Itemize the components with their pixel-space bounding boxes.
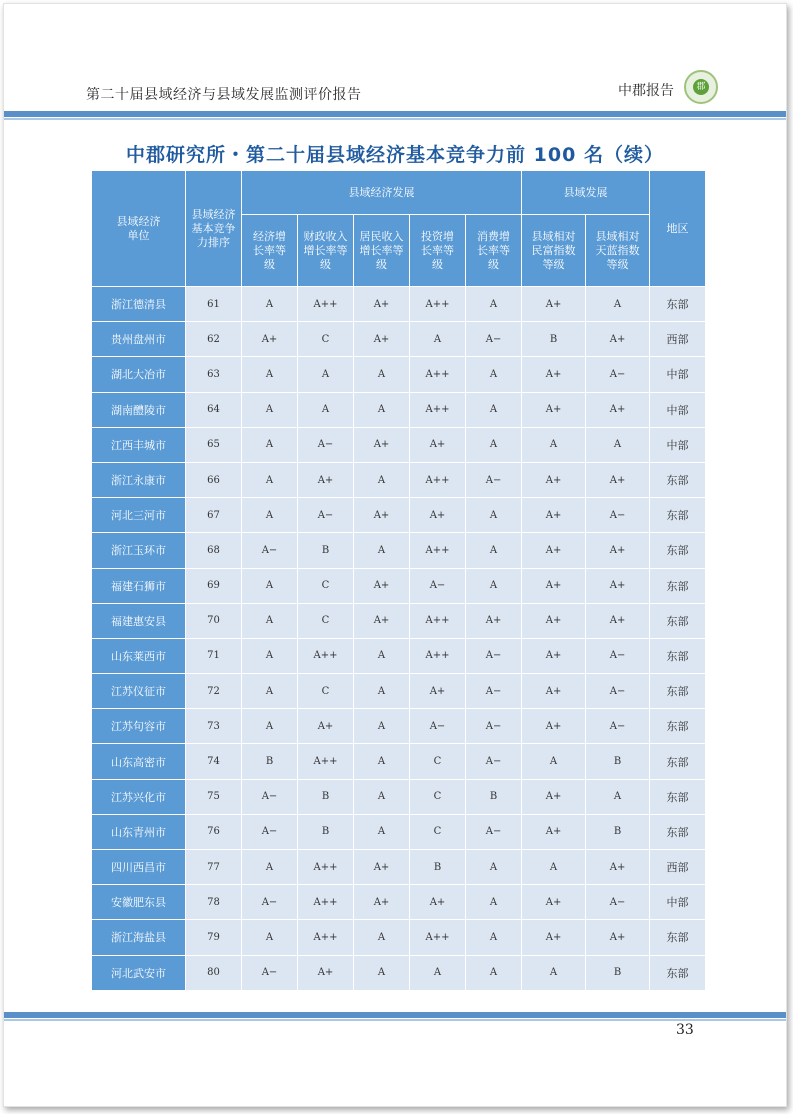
- cell-region: 东部: [650, 568, 706, 603]
- cell-grade: A: [242, 392, 298, 427]
- cell-rank: 77: [186, 850, 242, 885]
- cell-unit: 山东高密市: [92, 744, 186, 779]
- cell-rank: 73: [186, 709, 242, 744]
- cell-rank: 79: [186, 920, 242, 955]
- cell-grade: A−: [466, 709, 522, 744]
- cell-grade: B: [586, 814, 650, 849]
- brand-name: 中郡报告: [618, 83, 674, 99]
- table-row: [92, 920, 706, 955]
- cell-grade: A: [242, 603, 298, 638]
- cell-grade: C: [298, 568, 354, 603]
- cell-grade: B: [586, 955, 650, 990]
- footer-rule: [4, 1012, 786, 1018]
- cell-grade: A+: [586, 603, 650, 638]
- table-row: [92, 674, 706, 709]
- cell-grade: A+: [586, 322, 650, 357]
- cell-grade: A++: [410, 920, 466, 955]
- cell-grade: A−: [298, 498, 354, 533]
- cell-unit: 福建石狮市: [92, 568, 186, 603]
- cell-grade: A: [466, 850, 522, 885]
- cell-grade: A+: [354, 850, 410, 885]
- cell-grade: A+: [354, 427, 410, 462]
- cell-grade: C: [410, 744, 466, 779]
- table-row: [92, 322, 706, 357]
- cell-grade: A−: [466, 744, 522, 779]
- table-row: [92, 779, 706, 814]
- cell-grade: A−: [586, 674, 650, 709]
- cell-grade: A+: [354, 603, 410, 638]
- cell-unit: 湖北大冶市: [92, 357, 186, 392]
- brand-logo-mark: 郡: [693, 79, 709, 95]
- cell-rank: 62: [186, 322, 242, 357]
- cell-rank: 71: [186, 638, 242, 673]
- cell-unit: 湖南醴陵市: [92, 392, 186, 427]
- cell-grade: A−: [242, 814, 298, 849]
- cell-grade: A: [354, 357, 410, 392]
- cell-region: 东部: [650, 638, 706, 673]
- cell-grade: A+: [410, 674, 466, 709]
- cell-grade: C: [298, 674, 354, 709]
- cell-grade: A−: [586, 885, 650, 920]
- cell-grade: A++: [298, 287, 354, 322]
- cell-unit: 河北武安市: [92, 955, 186, 990]
- page-number: 33: [676, 1022, 694, 1038]
- cell-grade: A+: [522, 779, 586, 814]
- cell-grade: A: [242, 498, 298, 533]
- cell-grade: A++: [410, 357, 466, 392]
- cell-grade: A: [354, 533, 410, 568]
- cell-grade: C: [298, 603, 354, 638]
- col-group-dev: 县域发展: [522, 171, 650, 215]
- table-row: [92, 850, 706, 885]
- cell-grade: A++: [410, 462, 466, 497]
- cell-region: 东部: [650, 709, 706, 744]
- col-header-region: 地区: [650, 171, 706, 287]
- cell-grade: A++: [298, 885, 354, 920]
- running-header-title: 第二十届县域经济与县域发展监测评价报告: [86, 87, 362, 103]
- table-row: [92, 533, 706, 568]
- cell-grade: A: [354, 744, 410, 779]
- cell-grade: A: [298, 357, 354, 392]
- cell-region: 东部: [650, 920, 706, 955]
- cell-grade: A: [242, 287, 298, 322]
- cell-grade: C: [298, 322, 354, 357]
- cell-grade: A+: [354, 885, 410, 920]
- cell-grade: A: [466, 885, 522, 920]
- cell-grade: A−: [466, 638, 522, 673]
- cell-region: 中部: [650, 427, 706, 462]
- cell-grade: B: [466, 779, 522, 814]
- table-row: [92, 287, 706, 322]
- cell-grade: A−: [410, 709, 466, 744]
- cell-grade: A+: [410, 427, 466, 462]
- cell-grade: A: [354, 920, 410, 955]
- cell-grade: A−: [466, 322, 522, 357]
- cell-region: 东部: [650, 779, 706, 814]
- cell-grade: A: [466, 357, 522, 392]
- brand-logo-icon: [684, 70, 718, 104]
- cell-rank: 66: [186, 462, 242, 497]
- cell-grade: A+: [522, 357, 586, 392]
- cell-grade: A: [242, 462, 298, 497]
- table-row: [92, 744, 706, 779]
- col-header-fiscal-growth: 财政收入增长率等级: [298, 215, 354, 287]
- cell-grade: A: [354, 955, 410, 990]
- cell-grade: A++: [410, 638, 466, 673]
- cell-grade: A−: [466, 462, 522, 497]
- cell-grade: A+: [522, 462, 586, 497]
- cell-region: 中部: [650, 357, 706, 392]
- cell-rank: 75: [186, 779, 242, 814]
- report-page: [3, 3, 787, 1107]
- cell-grade: A++: [298, 638, 354, 673]
- cell-grade: A−: [298, 427, 354, 462]
- table-row: [92, 885, 706, 920]
- cell-grade: A++: [298, 744, 354, 779]
- cell-unit: 福建惠安县: [92, 603, 186, 638]
- cell-grade: A+: [522, 568, 586, 603]
- cell-rank: 64: [186, 392, 242, 427]
- cell-unit: 浙江德清县: [92, 287, 186, 322]
- table-row: [92, 392, 706, 427]
- cell-region: 西部: [650, 322, 706, 357]
- cell-grade: B: [298, 814, 354, 849]
- cell-region: 中部: [650, 885, 706, 920]
- table-row: [92, 955, 706, 990]
- cell-region: 东部: [650, 674, 706, 709]
- cell-grade: A+: [522, 814, 586, 849]
- col-header-consumption: 消费增长率等级: [466, 215, 522, 287]
- table-row: [92, 568, 706, 603]
- cell-region: 西部: [650, 850, 706, 885]
- cell-rank: 65: [186, 427, 242, 462]
- header-rule: [4, 111, 786, 117]
- table-row: [92, 427, 706, 462]
- cell-unit: 河北三河市: [92, 498, 186, 533]
- cell-grade: A: [586, 427, 650, 462]
- cell-grade: B: [298, 533, 354, 568]
- cell-region: 东部: [650, 814, 706, 849]
- cell-grade: A: [242, 674, 298, 709]
- cell-rank: 72: [186, 674, 242, 709]
- cell-region: 中部: [650, 392, 706, 427]
- cell-region: 东部: [650, 744, 706, 779]
- cell-grade: A+: [354, 287, 410, 322]
- table-row: [92, 603, 706, 638]
- cell-grade: A−: [586, 638, 650, 673]
- col-header-econ-growth: 经济增长率等级: [242, 215, 298, 287]
- col-header-unit: 县域经济单位: [92, 171, 186, 287]
- cell-grade: A: [586, 287, 650, 322]
- cell-grade: A−: [466, 674, 522, 709]
- cell-grade: A: [242, 568, 298, 603]
- cell-rank: 69: [186, 568, 242, 603]
- cell-region: 东部: [650, 603, 706, 638]
- table-title: 中郡研究所・第二十届县域经济基本竞争力前 100 名（续）: [126, 144, 664, 166]
- table-row: [92, 462, 706, 497]
- cell-grade: A+: [522, 885, 586, 920]
- cell-grade: A+: [522, 920, 586, 955]
- cell-grade: A: [466, 568, 522, 603]
- cell-region: 东部: [650, 955, 706, 990]
- table-row: [92, 814, 706, 849]
- cell-grade: A: [466, 498, 522, 533]
- cell-grade: A: [242, 638, 298, 673]
- cell-unit: 浙江玉环市: [92, 533, 186, 568]
- cell-unit: 贵州盘州市: [92, 322, 186, 357]
- cell-unit: 浙江海盐县: [92, 920, 186, 955]
- cell-grade: A+: [242, 322, 298, 357]
- cell-grade: A+: [522, 533, 586, 568]
- cell-unit: 四川西昌市: [92, 850, 186, 885]
- cell-grade: A: [466, 427, 522, 462]
- cell-grade: A++: [298, 850, 354, 885]
- cell-grade: B: [586, 744, 650, 779]
- cell-grade: B: [522, 322, 586, 357]
- table-body: [92, 287, 706, 991]
- cell-grade: A+: [354, 498, 410, 533]
- cell-grade: A: [466, 287, 522, 322]
- cell-grade: A−: [242, 533, 298, 568]
- cell-unit: 江苏兴化市: [92, 779, 186, 814]
- cell-grade: A+: [586, 462, 650, 497]
- cell-unit: 浙江永康市: [92, 462, 186, 497]
- cell-rank: 70: [186, 603, 242, 638]
- cell-grade: A: [242, 357, 298, 392]
- cell-grade: A+: [586, 392, 650, 427]
- cell-grade: A+: [410, 885, 466, 920]
- cell-region: 东部: [650, 498, 706, 533]
- cell-grade: A+: [354, 322, 410, 357]
- cell-grade: A+: [586, 568, 650, 603]
- cell-grade: A: [242, 920, 298, 955]
- cell-grade: A: [410, 322, 466, 357]
- cell-rank: 63: [186, 357, 242, 392]
- cell-grade: A: [410, 955, 466, 990]
- cell-grade: A−: [242, 779, 298, 814]
- cell-unit: 江苏句容市: [92, 709, 186, 744]
- cell-rank: 78: [186, 885, 242, 920]
- cell-grade: A−: [410, 568, 466, 603]
- cell-grade: A+: [522, 498, 586, 533]
- cell-grade: A: [522, 955, 586, 990]
- cell-grade: A: [242, 709, 298, 744]
- cell-grade: A: [466, 533, 522, 568]
- cell-grade: A++: [410, 533, 466, 568]
- table-row: [92, 638, 706, 673]
- cell-region: 东部: [650, 287, 706, 322]
- cell-grade: A: [466, 955, 522, 990]
- cell-grade: A+: [522, 603, 586, 638]
- cell-grade: A: [466, 920, 522, 955]
- cell-grade: A+: [522, 709, 586, 744]
- cell-grade: A++: [410, 287, 466, 322]
- cell-grade: A++: [410, 392, 466, 427]
- cell-grade: A: [586, 779, 650, 814]
- cell-grade: A+: [522, 392, 586, 427]
- cell-region: 东部: [650, 462, 706, 497]
- cell-grade: A: [354, 392, 410, 427]
- cell-grade: A+: [522, 287, 586, 322]
- cell-grade: A+: [586, 920, 650, 955]
- cell-unit: 江西丰城市: [92, 427, 186, 462]
- cell-region: 东部: [650, 533, 706, 568]
- cell-grade: A+: [586, 533, 650, 568]
- cell-grade: A+: [466, 603, 522, 638]
- cell-rank: 76: [186, 814, 242, 849]
- cell-grade: A: [354, 462, 410, 497]
- header-rule-thin: [4, 118, 786, 120]
- cell-rank: 67: [186, 498, 242, 533]
- cell-rank: 74: [186, 744, 242, 779]
- cell-grade: B: [242, 744, 298, 779]
- cell-rank: 61: [186, 287, 242, 322]
- cell-grade: A: [522, 427, 586, 462]
- cell-grade: A−: [466, 814, 522, 849]
- table-row: [92, 498, 706, 533]
- col-header-wealth-index: 县域相对民富指数等级: [522, 215, 586, 287]
- cell-grade: A−: [242, 955, 298, 990]
- cell-grade: C: [410, 814, 466, 849]
- cell-grade: A+: [298, 462, 354, 497]
- cell-grade: A: [242, 427, 298, 462]
- cell-rank: 80: [186, 955, 242, 990]
- table-row: [92, 709, 706, 744]
- ranking-table: [91, 170, 706, 991]
- cell-grade: A: [522, 850, 586, 885]
- cell-grade: A: [354, 674, 410, 709]
- cell-grade: A: [354, 638, 410, 673]
- cell-grade: A+: [522, 638, 586, 673]
- cell-grade: A: [298, 392, 354, 427]
- cell-grade: A−: [586, 357, 650, 392]
- cell-grade: A: [354, 779, 410, 814]
- col-header-investment: 投资增长率等级: [410, 215, 466, 287]
- cell-grade: A++: [410, 603, 466, 638]
- cell-grade: B: [410, 850, 466, 885]
- col-header-resident-income: 居民收入增长率等级: [354, 215, 410, 287]
- cell-unit: 江苏仪征市: [92, 674, 186, 709]
- cell-grade: A: [242, 850, 298, 885]
- cell-grade: A−: [586, 709, 650, 744]
- cell-grade: A+: [298, 955, 354, 990]
- cell-grade: A: [354, 814, 410, 849]
- table-row: [92, 357, 706, 392]
- cell-grade: A: [354, 709, 410, 744]
- cell-grade: A+: [410, 498, 466, 533]
- cell-unit: 安徽肥东县: [92, 885, 186, 920]
- cell-grade: A+: [354, 568, 410, 603]
- col-group-econ: 县域经济发展: [242, 171, 522, 215]
- cell-grade: A++: [298, 920, 354, 955]
- cell-rank: 68: [186, 533, 242, 568]
- footer-rule-thin: [4, 1019, 786, 1021]
- cell-unit: 山东青州市: [92, 814, 186, 849]
- cell-unit: 山东莱西市: [92, 638, 186, 673]
- cell-grade: A: [522, 744, 586, 779]
- cell-grade: A+: [586, 850, 650, 885]
- cell-grade: B: [298, 779, 354, 814]
- cell-grade: A−: [586, 498, 650, 533]
- cell-grade: A: [466, 392, 522, 427]
- col-header-rank: 县域经济基本竞争力排序: [186, 171, 242, 287]
- cell-grade: C: [410, 779, 466, 814]
- cell-grade: A+: [522, 674, 586, 709]
- cell-grade: A−: [242, 885, 298, 920]
- col-header-bluesky-index: 县域相对天蓝指数等级: [586, 215, 650, 287]
- cell-grade: A+: [298, 709, 354, 744]
